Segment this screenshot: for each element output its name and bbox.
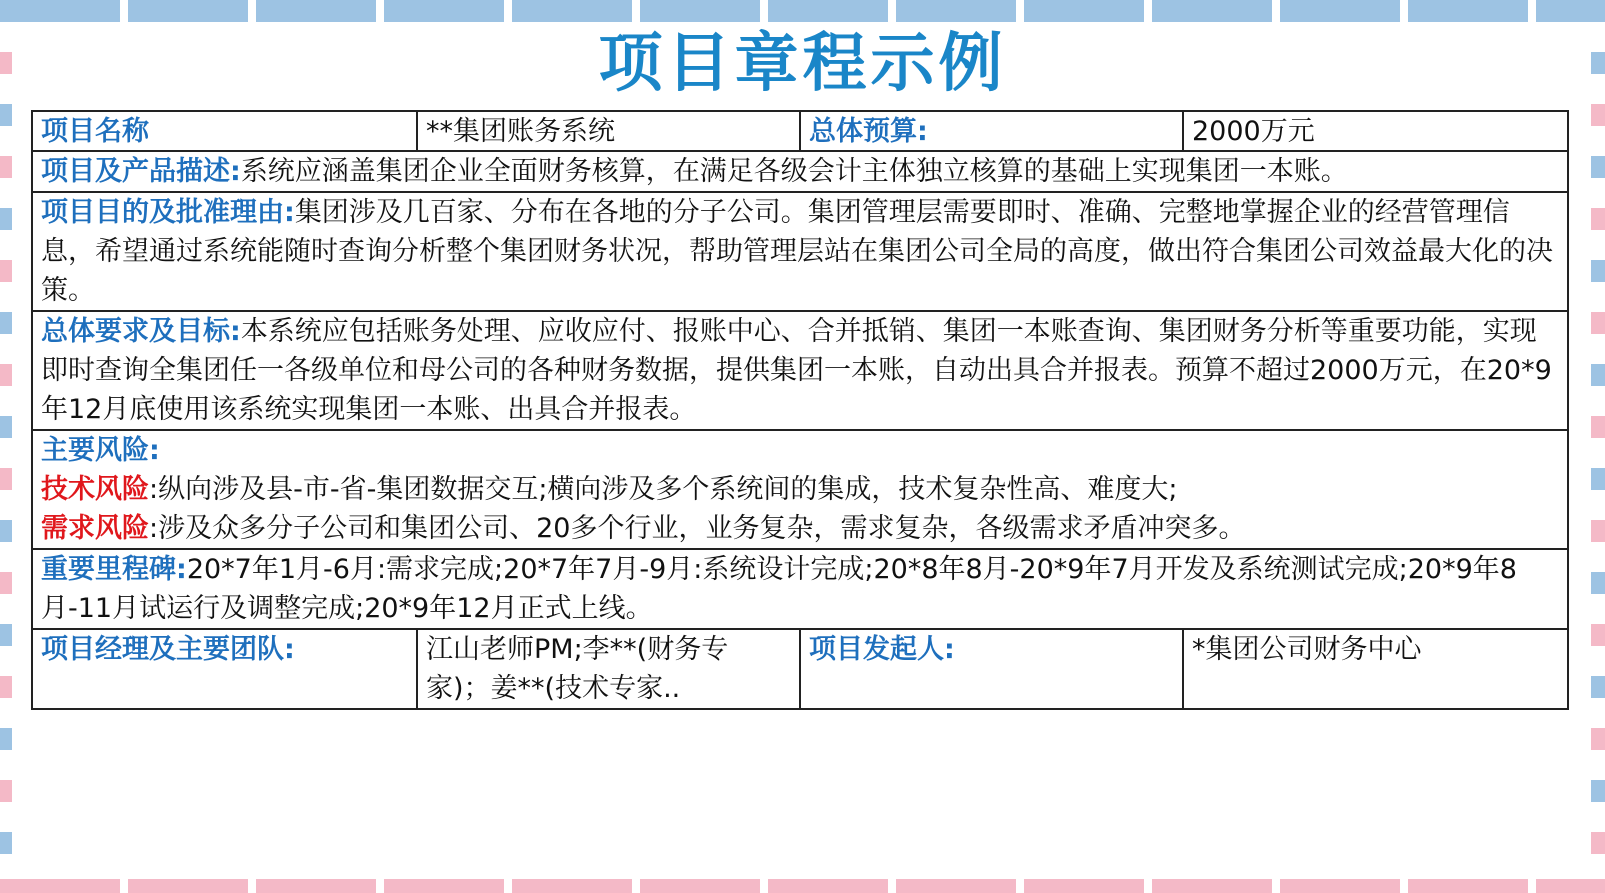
purpose-label: 项目目的及批准理由: — [41, 197, 295, 228]
milestones-text: 20*7年1月-6月:需求完成;20*7年7月-9月:系统设计完成;20*8年8月-20*9年7月开发及系统测试完成;20*9年8月-11月试运行及调整完成;20*9年12月正式上线。 — [41, 554, 1517, 624]
project-charter-table — [31, 110, 1569, 710]
demand-risk-line — [41, 509, 1559, 548]
purpose-row — [33, 191, 1567, 310]
requirements-label: 总体要求及目标: — [41, 316, 241, 347]
description-label: 项目及产品描述: — [41, 156, 241, 187]
purpose-text: 集团涉及几百家、分布在各地的分子公司。集团管理层需要即时、准确、完整地掌握企业的经营管理信息，希望通过系统能随时查询分析整个集团财务状况，帮助管理层站在集团公司全局的高度，做出符合集团公司效益最大化的决策。 — [41, 197, 1553, 306]
page-title: 项目章程示例 — [598, 27, 1007, 101]
project-name-value: **集团账务系统 — [416, 112, 799, 150]
risks-label: 主要风险: — [41, 435, 160, 466]
tech-risk-text: :纵向涉及县-市-省-集团数据交互;横向涉及多个系统间的集成，技术复杂性高、难度大; — [149, 474, 1178, 505]
requirements-row — [33, 310, 1567, 429]
border-top-stripe — [0, 0, 1605, 22]
sponsor-value: *集团公司财务中心 — [1182, 630, 1567, 708]
tech-risk-label: 技术风险 — [41, 474, 149, 505]
team-row — [33, 628, 1567, 708]
requirements-text: 本系统应包括账务处理、应收应付、报账中心、合并抵销、集团一本账查询、集团财务分析等重要功能，实现即时查询全集团任一各级单位和母公司的各种财务数据，提供集团一本账，自动出具合并报表。预算不超过2000万元，在20*9年12月底使用该系统实现集团一本账、出具合并报表。 — [41, 316, 1552, 425]
team-label: 项目经理及主要团队: — [41, 634, 295, 665]
border-right-stripe — [1591, 22, 1605, 879]
demand-risk-label: 需求风险 — [41, 513, 149, 544]
team-value: 江山老师PM;李**(财务专家)；姜**(技术专家.. — [416, 630, 799, 708]
sponsor-label: 项目发起人: — [799, 630, 1182, 708]
milestones-label: 重要里程碑: — [41, 554, 187, 585]
description-text: 系统应涵盖集团企业全面财务核算，在满足各级会计主体独立核算的基础上实现集团一本账。 — [240, 156, 1348, 187]
milestones-row — [33, 548, 1567, 628]
tech-risk-line — [41, 470, 1559, 509]
project-name-label: 项目名称 — [41, 116, 149, 147]
budget-value: 2000万元 — [1182, 112, 1567, 150]
budget-label: 总体预算: — [799, 112, 1182, 150]
description-row — [33, 150, 1567, 191]
demand-risk-text: :涉及众多分子公司和集团公司、20多个行业，业务复杂，需求复杂，各级需求矛盾冲突多。 — [149, 513, 1246, 544]
project-name-row — [33, 112, 1567, 150]
border-left-stripe — [0, 22, 12, 879]
risks-row — [33, 429, 1567, 548]
border-bottom-stripe — [0, 879, 1605, 893]
